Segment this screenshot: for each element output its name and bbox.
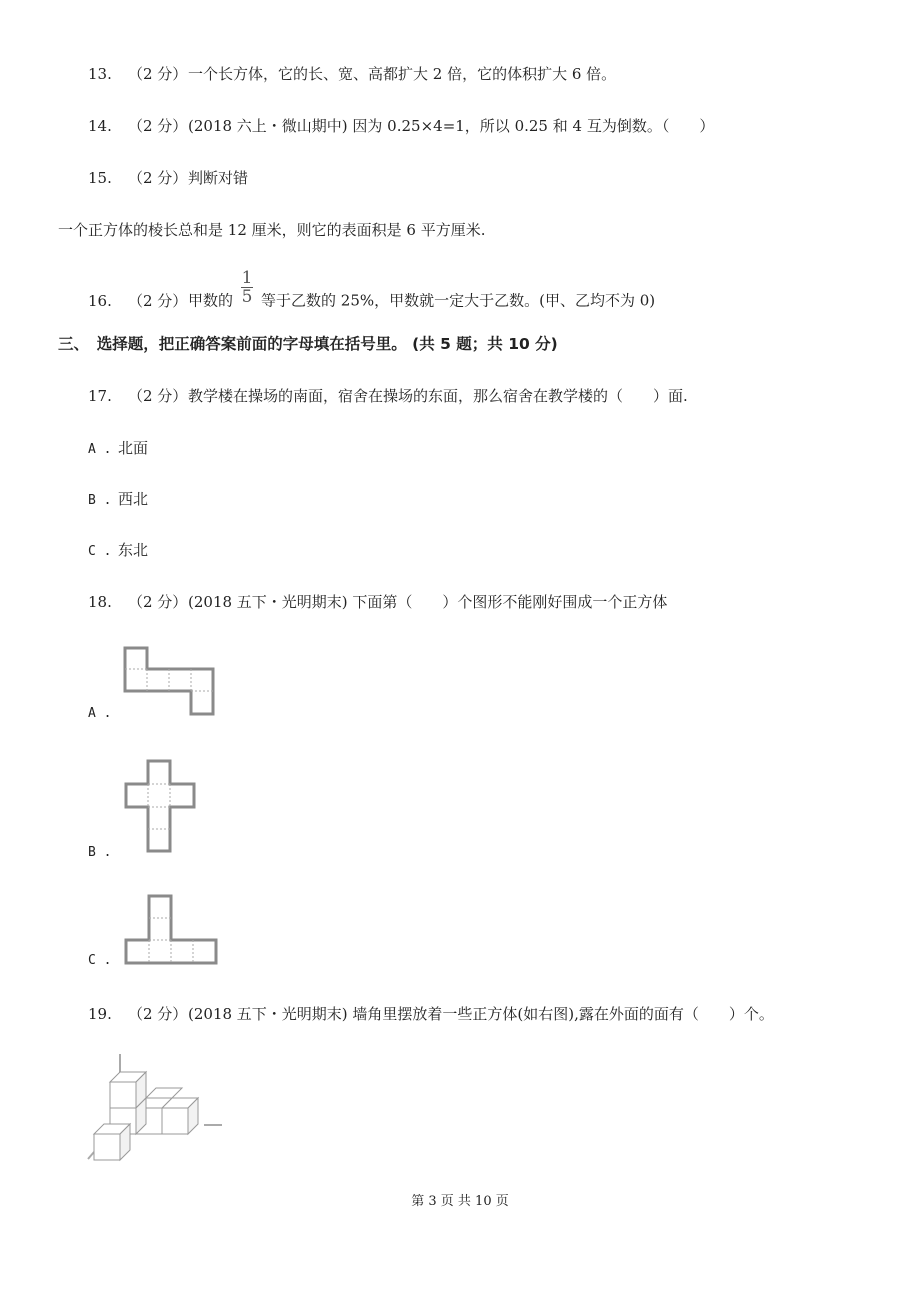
- question-number: 18.: [88, 593, 112, 611]
- question-19: [88, 1004, 774, 1024]
- question-score: （2 分）: [128, 169, 188, 187]
- question-text: 判断对错: [188, 169, 249, 187]
- question-15-body: 一个正方体的棱长总和是 12 厘米，则它的表面积是 6 平方厘米.: [58, 221, 486, 239]
- cube-net-a: [120, 645, 220, 717]
- question-15: [88, 168, 248, 188]
- question-text: (2018 五下・光明期末) 下面第（ ）个图形不能刚好围成一个正方体: [188, 593, 668, 611]
- fraction: [241, 270, 253, 305]
- corner-cubes-figure: [86, 1052, 226, 1162]
- option-a-label[interactable]: A .: [88, 706, 112, 721]
- option-c-label[interactable]: C .: [88, 953, 112, 968]
- question-score: （2 分）: [128, 1005, 188, 1023]
- page-footer: 第 3 页 共 10 页: [411, 1194, 509, 1209]
- question-text: (2018 五下・光明期末) 墙角里摆放着一些正方体(如右图),露在外面的面有（ ）个。: [188, 1005, 774, 1023]
- fraction-numerator: 1: [241, 268, 253, 288]
- section-heading: 三、 选择题，把正确答案前面的字母填在括号里。 (共 5 题；共 10 分): [58, 335, 558, 353]
- question-score: （2 分）: [128, 593, 188, 611]
- question-13: [88, 64, 616, 84]
- option-text: 北面: [118, 439, 149, 457]
- question-text-prefix: 甲数的: [188, 291, 234, 310]
- question-number: 15.: [88, 169, 112, 187]
- question-text: (2018 六上・微山期中) 因为 0.25×4=1，所以 0.25 和 4 互为倒数。（ ）: [188, 117, 715, 135]
- question-score: （2 分）: [128, 65, 188, 83]
- question-16: [88, 268, 656, 319]
- question-score: （2 分）: [128, 387, 188, 405]
- question-number: 14.: [88, 117, 112, 135]
- question-text: 一个长方体，它的长、宽、高都扩大 2 倍，它的体积扩大 6 倍。: [188, 65, 617, 83]
- option-b[interactable]: [88, 489, 148, 511]
- cube-net-b: [122, 758, 198, 854]
- option-b-label[interactable]: B .: [88, 845, 112, 860]
- question-score: （2 分）: [128, 117, 188, 135]
- question-score: （2 分）: [128, 291, 188, 310]
- option-c[interactable]: [88, 540, 148, 562]
- option-a[interactable]: [88, 438, 148, 460]
- option-label: C .: [88, 544, 112, 559]
- question-text-suffix: 等于乙数的 25%，甲数就一定大于乙数。(甲、乙均不为 0): [261, 291, 656, 310]
- question-18: [88, 592, 667, 612]
- option-text: 东北: [118, 541, 149, 559]
- question-number: 16.: [88, 291, 112, 310]
- question-number: 17.: [88, 387, 112, 405]
- fraction-denominator: 5: [241, 287, 253, 307]
- cube-net-c: [122, 893, 220, 967]
- question-text: 教学楼在操场的南面，宿舍在操场的东面，那么宿舍在教学楼的（ ）面.: [188, 387, 688, 405]
- option-label: A .: [88, 442, 112, 457]
- question-17: [88, 386, 688, 406]
- question-number: 13.: [88, 65, 112, 83]
- option-label: B .: [88, 493, 112, 508]
- option-text: 西北: [118, 490, 149, 508]
- question-14: [88, 116, 714, 136]
- question-number: 19.: [88, 1005, 112, 1023]
